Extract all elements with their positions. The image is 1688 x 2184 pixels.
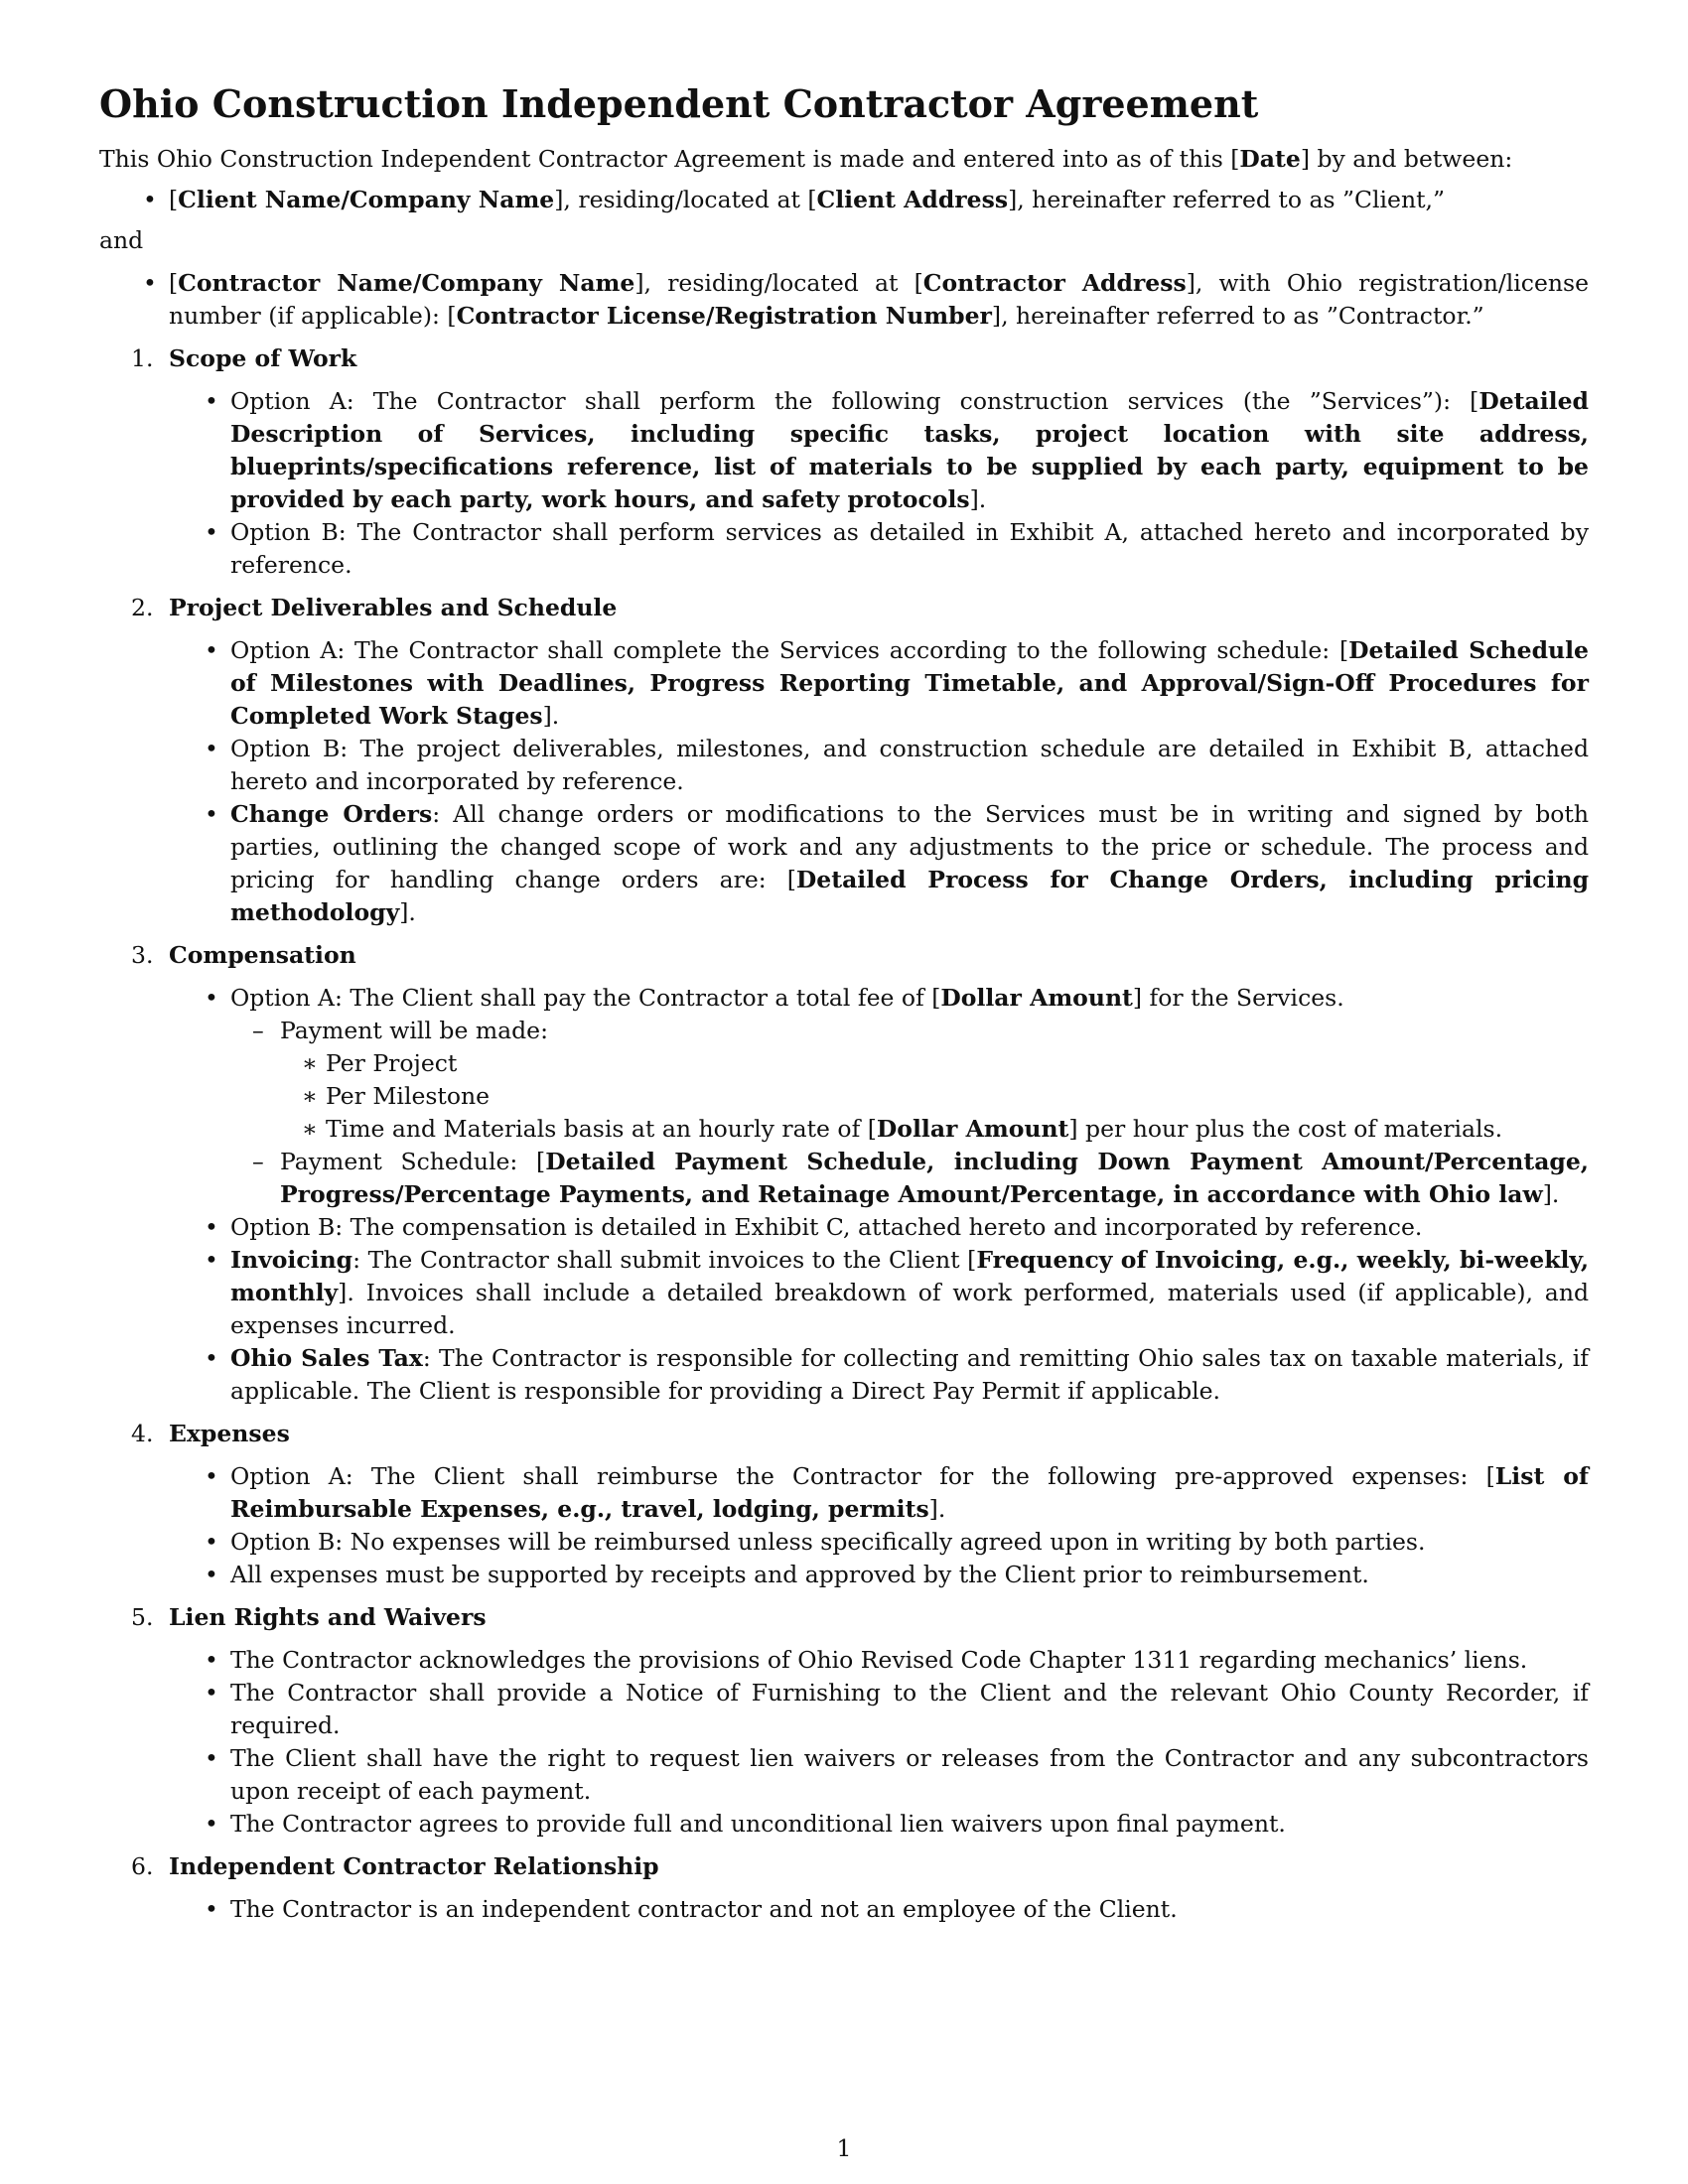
section-number: 3. (131, 941, 154, 969)
section-number: 1. (131, 344, 154, 372)
payment-option: ∗ Per Project (280, 1047, 1589, 1080)
section-bullets (169, 1460, 1589, 1591)
section-number: 6. (131, 1852, 154, 1880)
list-item: • Invoicing: The Contractor shall submit invoices to the Client [Frequency of Invoicing, e.g., weekly, bi-weekly, monthly]. Invoices shall include a detailed breakdown of work performed, materials used (if applicable), and expenses incurred. (169, 1244, 1589, 1342)
section-bullets (169, 634, 1589, 929)
section-number: 4. (131, 1420, 154, 1447)
clause-label: Invoicing (230, 1246, 353, 1274)
page-number: 1 (836, 2134, 852, 2162)
section-deliverables-schedule (99, 592, 1589, 929)
placeholder-field: Detailed Payment Schedule, including Down Payment Amount/Percentage, Progress/Percentage Payments, and Retainage Amount/Percentage, in accordance with Ohio law (280, 1148, 1589, 1208)
client-party-list (99, 184, 1589, 216)
list-item: • The Contractor is an independent contractor and not an employee of the Client. (169, 1893, 1589, 1926)
list-item: • Ohio Sales Tax: The Contractor is responsible for collecting and remitting Ohio sales tax on taxable materials, if applicable. The Client is responsible for providing a Direct Pay Permit if applicable. (169, 1342, 1589, 1408)
section-title: Scope of Work (169, 344, 357, 372)
list-item: • The Contractor shall provide a Notice of Furnishing to the Client and the relevant Ohio County Recorder, if required. (169, 1677, 1589, 1742)
section-lien-rights (99, 1601, 1589, 1841)
placeholder-field: Dollar Amount (876, 1115, 1069, 1143)
section-compensation (99, 939, 1589, 1408)
client-name-field: Client Name/Company Name (178, 186, 555, 213)
section-number: 2. (131, 594, 154, 621)
sub-list-item: – Payment Schedule: [Detailed Payment Schedule, including Down Payment Amount/Percentage, Progress/Percentage Payments, and Retainage Amount/Percentage, in accordance with Ohio law]. (230, 1146, 1589, 1211)
payment-option: ∗ Per Milestone (280, 1080, 1589, 1113)
contractor-party-item: • [Contractor Name/Company Name], residing/located at [Contractor Address], with Ohio registration/license number (if applicable): [Contractor License/Registration Number], hereinafter referred to as ”Contractor.” (99, 267, 1589, 333)
sub-list-item: – Payment will be made: ∗ Per Project ∗ Per Milestone ∗ Time and Materials basis at an hourly rate of [Dollar Amount] per hour plus the cost of materials. (230, 1015, 1589, 1146)
list-item: • Option B: The Contractor shall perform services as detailed in Exhibit A, attached hereto and incorporated by reference. (169, 516, 1589, 582)
payment-options-list (280, 1047, 1589, 1146)
section-title: Project Deliverables and Schedule (169, 594, 618, 621)
sections-list (99, 342, 1589, 1926)
placeholder-field: Detailed Schedule of Milestones with Deadlines, Progress Reporting Timetable, and Approval/Sign-Off Procedures for Completed Work Stages (230, 636, 1589, 730)
contractor-license-field: Contractor License/Registration Number (456, 302, 992, 330)
section-title: Compensation (169, 941, 356, 969)
contractor-party-list (99, 267, 1589, 333)
list-item: • Option B: The compensation is detailed in Exhibit C, attached hereto and incorporated by reference. (169, 1211, 1589, 1244)
date-field: Date (1239, 145, 1301, 173)
placeholder-field: Dollar Amount (940, 984, 1133, 1012)
list-item: • Option A: The Contractor shall perform the following construction services (the ”Services”): [Detailed Description of Services, including specific tasks, project location with site address, blueprints/specifications reference, list of materials to be supplied by each party, equipment to be provided by each party, work hours, and safety protocols]. (169, 385, 1589, 516)
list-item: • Option A: The Client shall reimburse the Contractor for the following pre-approved expenses: [List of Reimbursable Expenses, e.g., travel, lodging, permits]. (169, 1460, 1589, 1526)
section-bullets (169, 385, 1589, 582)
list-item: • The Client shall have the right to request lien waivers or releases from the Contractor and any subcontractors upon receipt of each payment. (169, 1742, 1589, 1808)
list-item: • The Contractor acknowledges the provisions of Ohio Revised Code Chapter 1311 regarding mechanics’ liens. (169, 1644, 1589, 1677)
list-item: • Option B: No expenses will be reimbursed unless specifically agreed upon in writing by both parties. (169, 1526, 1589, 1559)
contractor-name-field: Contractor Name/Company Name (178, 269, 635, 297)
list-item: • Change Orders: All change orders or modifications to the Services must be in writing and signed by both parties, outlining the changed scope of work and any adjustments to the price or schedule. The process and pricing for handling change orders are: [Detailed Process for Change Orders, including pricing methodology]. (169, 798, 1589, 929)
section-bullets (169, 1893, 1589, 1926)
section-title: Independent Contractor Relationship (169, 1852, 659, 1880)
intro-paragraph: This Ohio Construction Independent Contractor Agreement is made and entered into as of this [Date] by and between: (99, 145, 1513, 173)
sub-list (230, 1015, 1589, 1211)
section-expenses (99, 1418, 1589, 1591)
list-item: • The Contractor agrees to provide full and unconditional lien waivers upon final payment. (169, 1808, 1589, 1841)
contractor-address-field: Contractor Address (922, 269, 1187, 297)
placeholder-field: List of Reimbursable Expenses, e.g., travel, lodging, permits (230, 1462, 1589, 1523)
section-title: Expenses (169, 1420, 290, 1447)
section-bullets (169, 1644, 1589, 1841)
section-bullets (169, 982, 1589, 1408)
clause-label: Change Orders (230, 800, 433, 828)
section-scope-of-work (99, 342, 1589, 582)
list-item: • Option A: The Client shall pay the Contractor a total fee of [Dollar Amount] for the Services. – Payment will be made: ∗ Per Project ∗ Per Milestone ∗ Time and Materials basis at an hourly rate of [Dollar Amount] per hour plus the cost of materials. – Payment Schedule: [Detailed Payment Schedule, including Down Payment Amount/Percentage, Progress/Percentage Payments, and Retainage Amount/Percentage, in accordance with Ohio law]. (169, 982, 1589, 1211)
payment-option: ∗ Time and Materials basis at an hourly rate of [Dollar Amount] per hour plus the cost of materials. (280, 1113, 1589, 1146)
section-independent-contractor (99, 1850, 1589, 1926)
section-title: Lien Rights and Waivers (169, 1603, 487, 1631)
clause-label: Ohio Sales Tax (230, 1344, 423, 1372)
placeholder-field: Detailed Description of Services, including specific tasks, project location with site address, blueprints/specifications reference, list of materials to be supplied by each party, equipment to be provided by each party, work hours, and safety protocols (230, 387, 1589, 513)
list-item: • Option A: The Contractor shall complete the Services according to the following schedule: [Detailed Schedule of Milestones with Deadlines, Progress Reporting Timetable, and Approval/Sign-Off Procedures for Completed Work Stages]. (169, 634, 1589, 733)
list-item: • All expenses must be supported by receipts and approved by the Client prior to reimbursement. (169, 1559, 1589, 1591)
list-item: • Option B: The project deliverables, milestones, and construction schedule are detailed in Exhibit B, attached hereto and incorporated by reference. (169, 733, 1589, 798)
client-address-field: Client Address (816, 186, 1009, 213)
section-number: 5. (131, 1603, 154, 1631)
agreement-body (99, 81, 1589, 1932)
and-connector: and (99, 226, 144, 254)
document-title: Ohio Construction Independent Contractor Agreement (99, 81, 1259, 126)
placeholder-field: Detailed Process for Change Orders, including pricing methodology (230, 866, 1589, 926)
client-party-item: • [Client Name/Company Name], residing/located at [Client Address], hereinafter referred to as ”Client,” (99, 184, 1589, 216)
placeholder-field: Frequency of Invoicing, e.g., weekly, bi-weekly, monthly (230, 1246, 1590, 1306)
